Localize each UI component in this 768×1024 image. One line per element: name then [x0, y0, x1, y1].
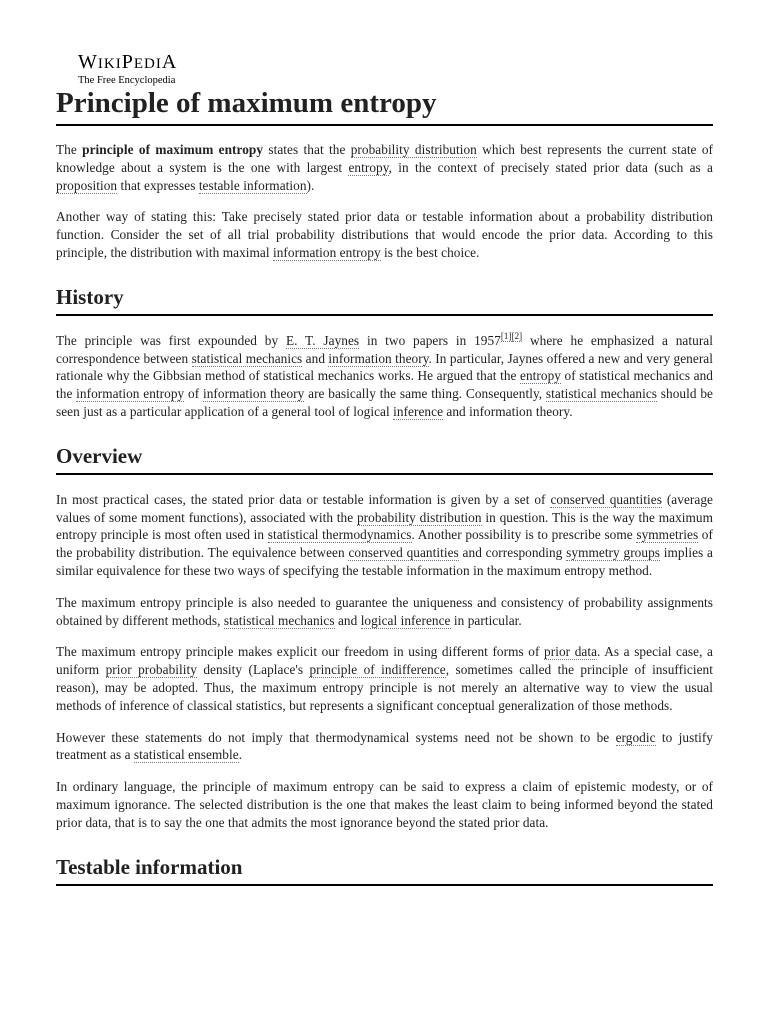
wikipedia-logo[interactable]: [78, 52, 177, 87]
page-title: Principle of maximum entropy: [56, 86, 713, 126]
link-statistical-mechanics[interactable]: statistical mechanics: [545, 386, 658, 402]
link-conserved-quantities[interactable]: conserved quantities: [348, 545, 459, 561]
wikipedia-wordmark: WIKIPEDIA: [78, 51, 178, 73]
link-statistical-thermodynamics[interactable]: statistical thermodynamics: [267, 527, 412, 543]
link-prior-probability[interactable]: prior probability: [105, 662, 197, 678]
link-proposition[interactable]: proposition: [56, 177, 118, 193]
intro-paragraph-2: Another way of stating this: Take precisely stated prior data or testable information about a probability distribution function. Consider the set of all trial probability distributions that would encode the prior data. According to this principle, the distribution with maximal information entropy is the best choice.: [56, 209, 713, 260]
link-e-t-jaynes[interactable]: E. T. Jaynes: [285, 332, 360, 348]
link-probability-distribution[interactable]: probability distribution: [350, 142, 477, 157]
reference-1[interactable]: [1]: [500, 331, 512, 342]
link-logical-inference[interactable]: logical inference: [360, 612, 451, 628]
overview-paragraph-2: The maximum entropy principle is also needed to guarantee the uniqueness and consistency of probability assignments obtained by different methods, statistical mechanics and logical inference in particular.: [56, 594, 713, 628]
overview-paragraph-3: The maximum entropy principle makes explicit our freedom in using different forms of prior data. As a special case, a uniform prior probability density (Laplace's principle of indifference, sometimes called the principle of insufficient reason), may be adopted. Thus, the maximum entropy principle is not merely an alternative way to view the usual methods of inference of classical statistics, but represents a significant conceptual generalization of those methods.: [56, 644, 713, 713]
link-prior-data[interactable]: prior data: [544, 644, 598, 660]
link-conserved-quantities[interactable]: conserved quantities: [550, 491, 662, 507]
link-statistical-ensemble[interactable]: statistical ensemble: [133, 747, 239, 763]
link-statistical-mechanics[interactable]: statistical mechanics: [191, 350, 303, 366]
link-information-entropy[interactable]: information entropy: [272, 244, 381, 260]
link-ergodic[interactable]: ergodic: [615, 729, 656, 745]
link-entropy[interactable]: entropy: [348, 159, 389, 175]
overview-paragraph-4: However these statements do not imply that thermodynamical systems need not be shown to be ergodic to justify treatment as a statistical ensemble.: [56, 729, 713, 763]
link-testable-information[interactable]: testable information: [198, 177, 307, 193]
link-principle-of-indifference[interactable]: principle of indifference: [309, 662, 446, 678]
link-information-entropy[interactable]: information entropy: [76, 386, 185, 402]
link-information-theory[interactable]: information theory: [328, 350, 429, 366]
link-information-theory[interactable]: information theory: [202, 386, 305, 402]
bold-term: principle of maximum entropy: [82, 142, 264, 157]
overview-paragraph-1: In most practical cases, the stated prior data or testable information is given by a set of conserved quantities (average values of some moment functions), associated with the probability distribution in question. This is the way the maximum entropy principle is most often used in statistical thermodynamics. Another possibility is to prescribe some symmetries of the probability distribution. The equivalence between conserved quantities and corresponding symmetry groups implies a similar equivalence for these two ways of specifying the testable information in the maximum entropy method.: [56, 491, 713, 578]
link-symmetry-groups[interactable]: symmetry groups: [566, 545, 660, 561]
link-inference[interactable]: inference: [393, 403, 444, 419]
reference-2[interactable]: [2]: [511, 331, 523, 342]
section-heading-history: History: [56, 284, 713, 316]
wikipedia-tagline: The Free Encyclopedia: [78, 75, 176, 86]
section-heading-testable-information: Testable information: [56, 854, 713, 886]
section-heading-overview: Overview: [56, 443, 713, 475]
intro-paragraph-1: The principle of maximum entropy states that the probability distribution which best represents the current state of knowledge about a system is the one with largest entropy, in the context of precisely stated prior data (such as a proposition that expresses testable information).: [56, 142, 714, 193]
article-body: [56, 141, 713, 902]
link-symmetries[interactable]: symmetries: [636, 527, 699, 543]
link-probability-distribution[interactable]: probability distribution: [356, 509, 482, 525]
link-statistical-mechanics[interactable]: statistical mechanics: [223, 612, 335, 628]
history-paragraph-1: The principle was first expounded by E. T. Jaynes in two papers in 1957[1][2] where he emphasized a natural correspondence between statistical mechanics and information theory. In particular, Jaynes offered a new and very general rationale why the Gibbsian method of statistical mechanics works. He argued that the entropy of statistical mechanics and the information entropy of information theory are basically the same thing. Consequently, statistical mechanics should be seen just as a particular application of a general tool of logical inference and information theory.: [56, 331, 713, 419]
overview-paragraph-5: In ordinary language, the principle of maximum entropy can be said to express a claim of epistemic modesty, or of maximum ignorance. The selected distribution is the one that makes the least claim to being informed beyond the stated prior data, that is to say the one that admits the most ignorance beyond the stated prior data.: [56, 779, 713, 830]
link-entropy[interactable]: entropy: [520, 368, 561, 384]
